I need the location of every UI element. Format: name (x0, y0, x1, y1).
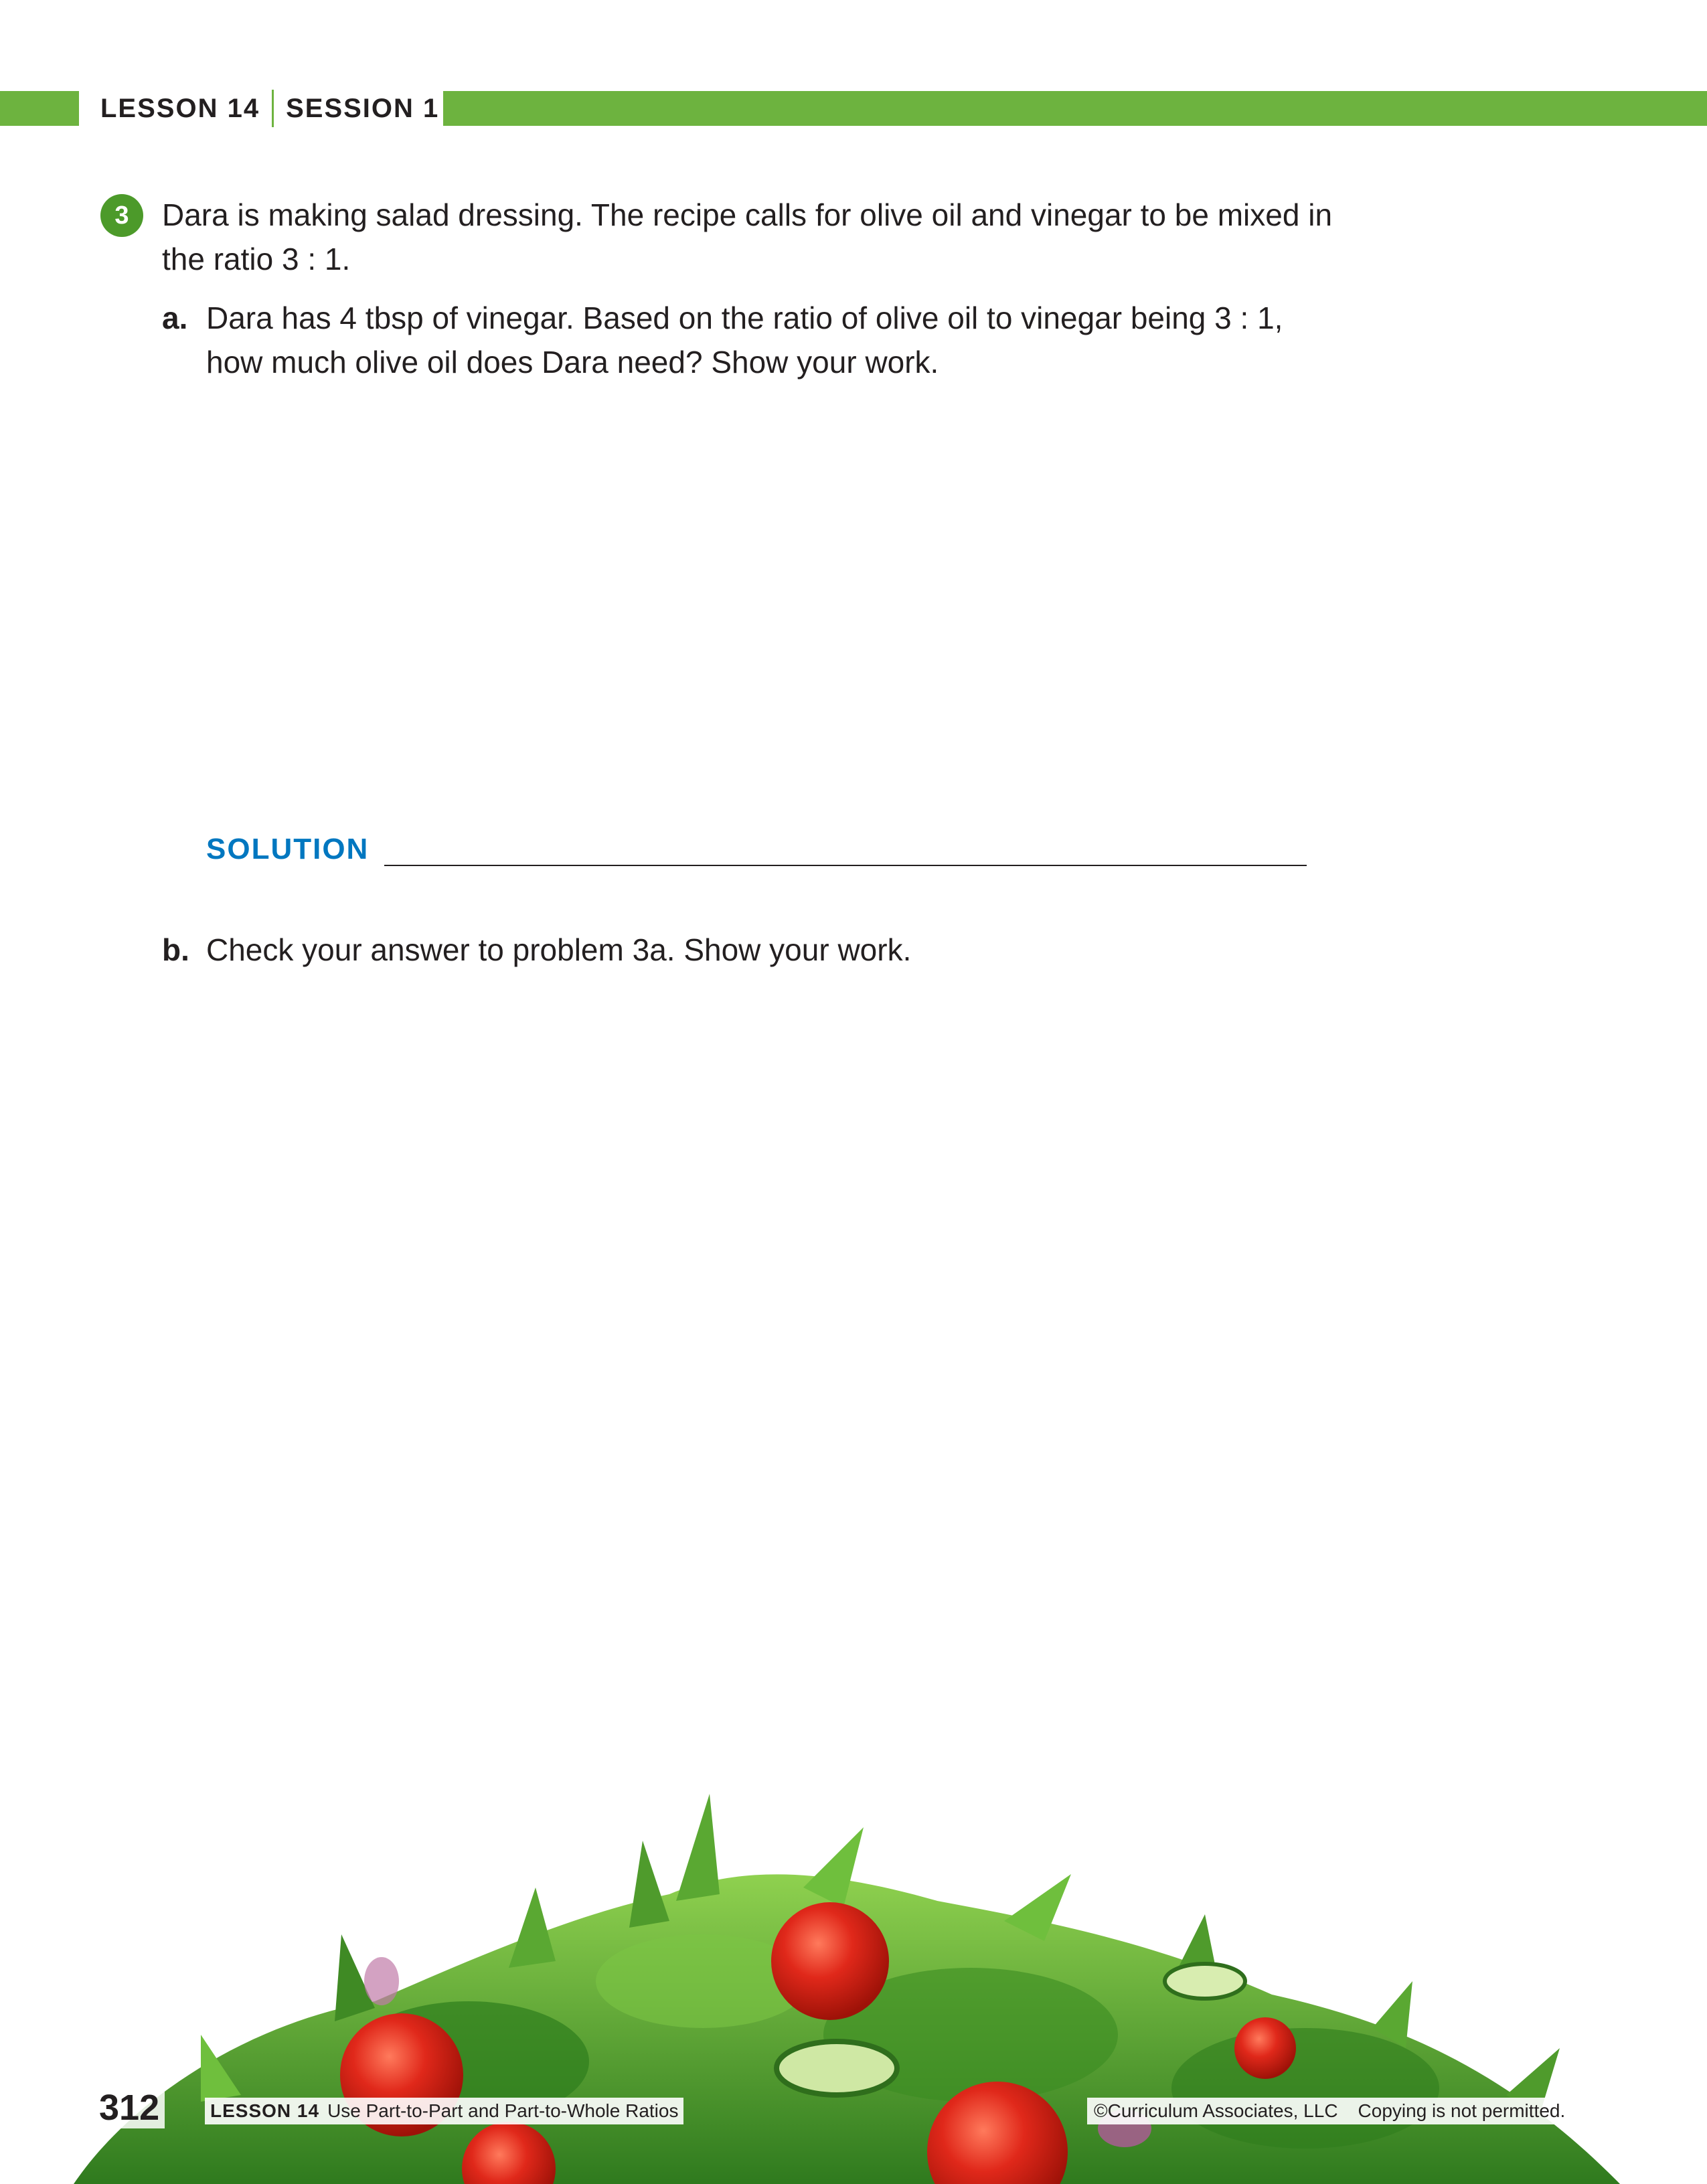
part-a-label: a. (162, 301, 188, 335)
footer-copyright (1087, 2098, 1572, 2124)
lesson-label: LESSON 14 (100, 93, 260, 123)
solution-answer-line[interactable] (384, 865, 1307, 866)
footer-lesson (205, 2098, 683, 2124)
page-number: 312 (94, 2087, 165, 2128)
header-bar-left (0, 91, 79, 126)
header-bar-right (443, 91, 1707, 126)
header-divider (272, 90, 274, 127)
part-b-label: b. (162, 932, 189, 967)
problem-number-badge: 3 (100, 194, 143, 237)
problem-stem: Dara is making salad dressing. The recipe calls for olive oil and vinegar to be mixed in the ratio 3 : 1. (162, 197, 1333, 276)
footer-lesson-label: LESSON 14 (210, 2100, 320, 2121)
lesson-session-header (100, 90, 439, 127)
part-a-text: Dara has 4 tbsp of vinegar. Based on the ratio of olive oil to vinegar being 3 : 1, how much olive oil does Dara need? Show your work. (206, 301, 1283, 380)
solution-label: SOLUTION (206, 833, 370, 865)
session-label: SESSION 1 (286, 93, 440, 123)
copying-notice: Copying is not permitted. (1358, 2100, 1566, 2121)
footer-lesson-title: Use Part-to-Part and Part-to-Whole Ratios (327, 2100, 679, 2121)
part-b-text: Check your answer to problem 3a. Show your work. (206, 932, 912, 967)
copyright-text: ©Curriculum Associates, LLC (1094, 2100, 1338, 2121)
